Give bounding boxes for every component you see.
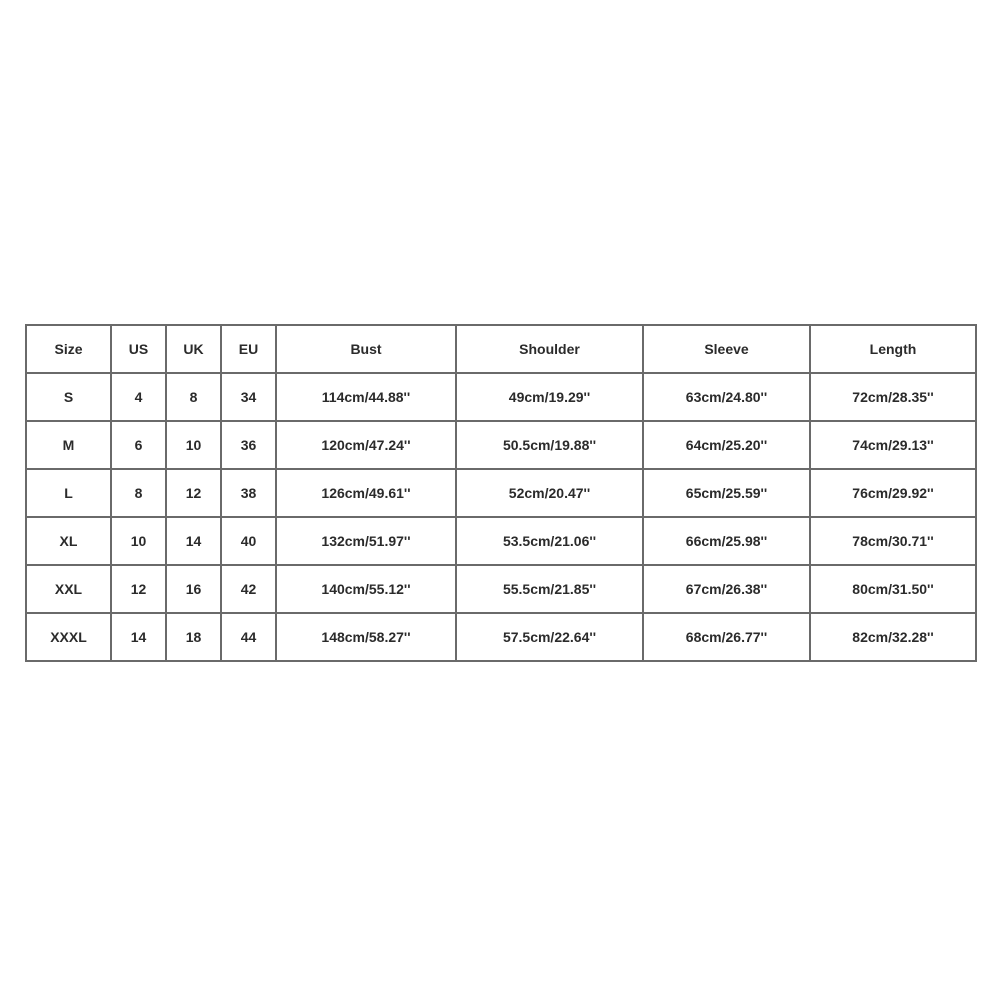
cell-bust: 120cm/47.24'' — [276, 421, 456, 469]
cell-size: S — [26, 373, 111, 421]
cell-shoulder: 57.5cm/22.64'' — [456, 613, 643, 661]
column-header-eu: EU — [221, 325, 276, 373]
cell-us: 14 — [111, 613, 166, 661]
column-header-bust: Bust — [276, 325, 456, 373]
table-row — [26, 469, 976, 517]
table-row — [26, 517, 976, 565]
cell-eu: 36 — [221, 421, 276, 469]
cell-sleeve: 68cm/26.77'' — [643, 613, 810, 661]
table-row — [26, 421, 976, 469]
cell-shoulder: 52cm/20.47'' — [456, 469, 643, 517]
column-header-us: US — [111, 325, 166, 373]
cell-sleeve: 66cm/25.98'' — [643, 517, 810, 565]
cell-us: 8 — [111, 469, 166, 517]
cell-us: 12 — [111, 565, 166, 613]
cell-eu: 34 — [221, 373, 276, 421]
size-chart-table — [25, 324, 977, 662]
cell-shoulder: 55.5cm/21.85'' — [456, 565, 643, 613]
column-header-size: Size — [26, 325, 111, 373]
cell-length: 80cm/31.50'' — [810, 565, 976, 613]
cell-size: M — [26, 421, 111, 469]
cell-bust: 148cm/58.27'' — [276, 613, 456, 661]
cell-uk: 14 — [166, 517, 221, 565]
cell-eu: 42 — [221, 565, 276, 613]
cell-us: 10 — [111, 517, 166, 565]
cell-sleeve: 67cm/26.38'' — [643, 565, 810, 613]
table-header-row — [26, 325, 976, 373]
cell-uk: 10 — [166, 421, 221, 469]
cell-uk: 18 — [166, 613, 221, 661]
cell-shoulder: 53.5cm/21.06'' — [456, 517, 643, 565]
cell-bust: 140cm/55.12'' — [276, 565, 456, 613]
cell-us: 6 — [111, 421, 166, 469]
cell-uk: 8 — [166, 373, 221, 421]
cell-bust: 126cm/49.61'' — [276, 469, 456, 517]
table-row — [26, 613, 976, 661]
cell-size: L — [26, 469, 111, 517]
cell-length: 74cm/29.13'' — [810, 421, 976, 469]
cell-us: 4 — [111, 373, 166, 421]
cell-eu: 44 — [221, 613, 276, 661]
cell-sleeve: 63cm/24.80'' — [643, 373, 810, 421]
table-row — [26, 373, 976, 421]
cell-bust: 132cm/51.97'' — [276, 517, 456, 565]
column-header-uk: UK — [166, 325, 221, 373]
cell-length: 72cm/28.35'' — [810, 373, 976, 421]
cell-shoulder: 49cm/19.29'' — [456, 373, 643, 421]
cell-length: 78cm/30.71'' — [810, 517, 976, 565]
column-header-sleeve: Sleeve — [643, 325, 810, 373]
cell-sleeve: 64cm/25.20'' — [643, 421, 810, 469]
table-row — [26, 565, 976, 613]
cell-eu: 38 — [221, 469, 276, 517]
column-header-length: Length — [810, 325, 976, 373]
cell-size: XXXL — [26, 613, 111, 661]
cell-sleeve: 65cm/25.59'' — [643, 469, 810, 517]
cell-length: 82cm/32.28'' — [810, 613, 976, 661]
cell-bust: 114cm/44.88'' — [276, 373, 456, 421]
cell-shoulder: 50.5cm/19.88'' — [456, 421, 643, 469]
column-header-shoulder: Shoulder — [456, 325, 643, 373]
cell-uk: 16 — [166, 565, 221, 613]
cell-uk: 12 — [166, 469, 221, 517]
cell-size: XXL — [26, 565, 111, 613]
cell-size: XL — [26, 517, 111, 565]
cell-eu: 40 — [221, 517, 276, 565]
cell-length: 76cm/29.92'' — [810, 469, 976, 517]
